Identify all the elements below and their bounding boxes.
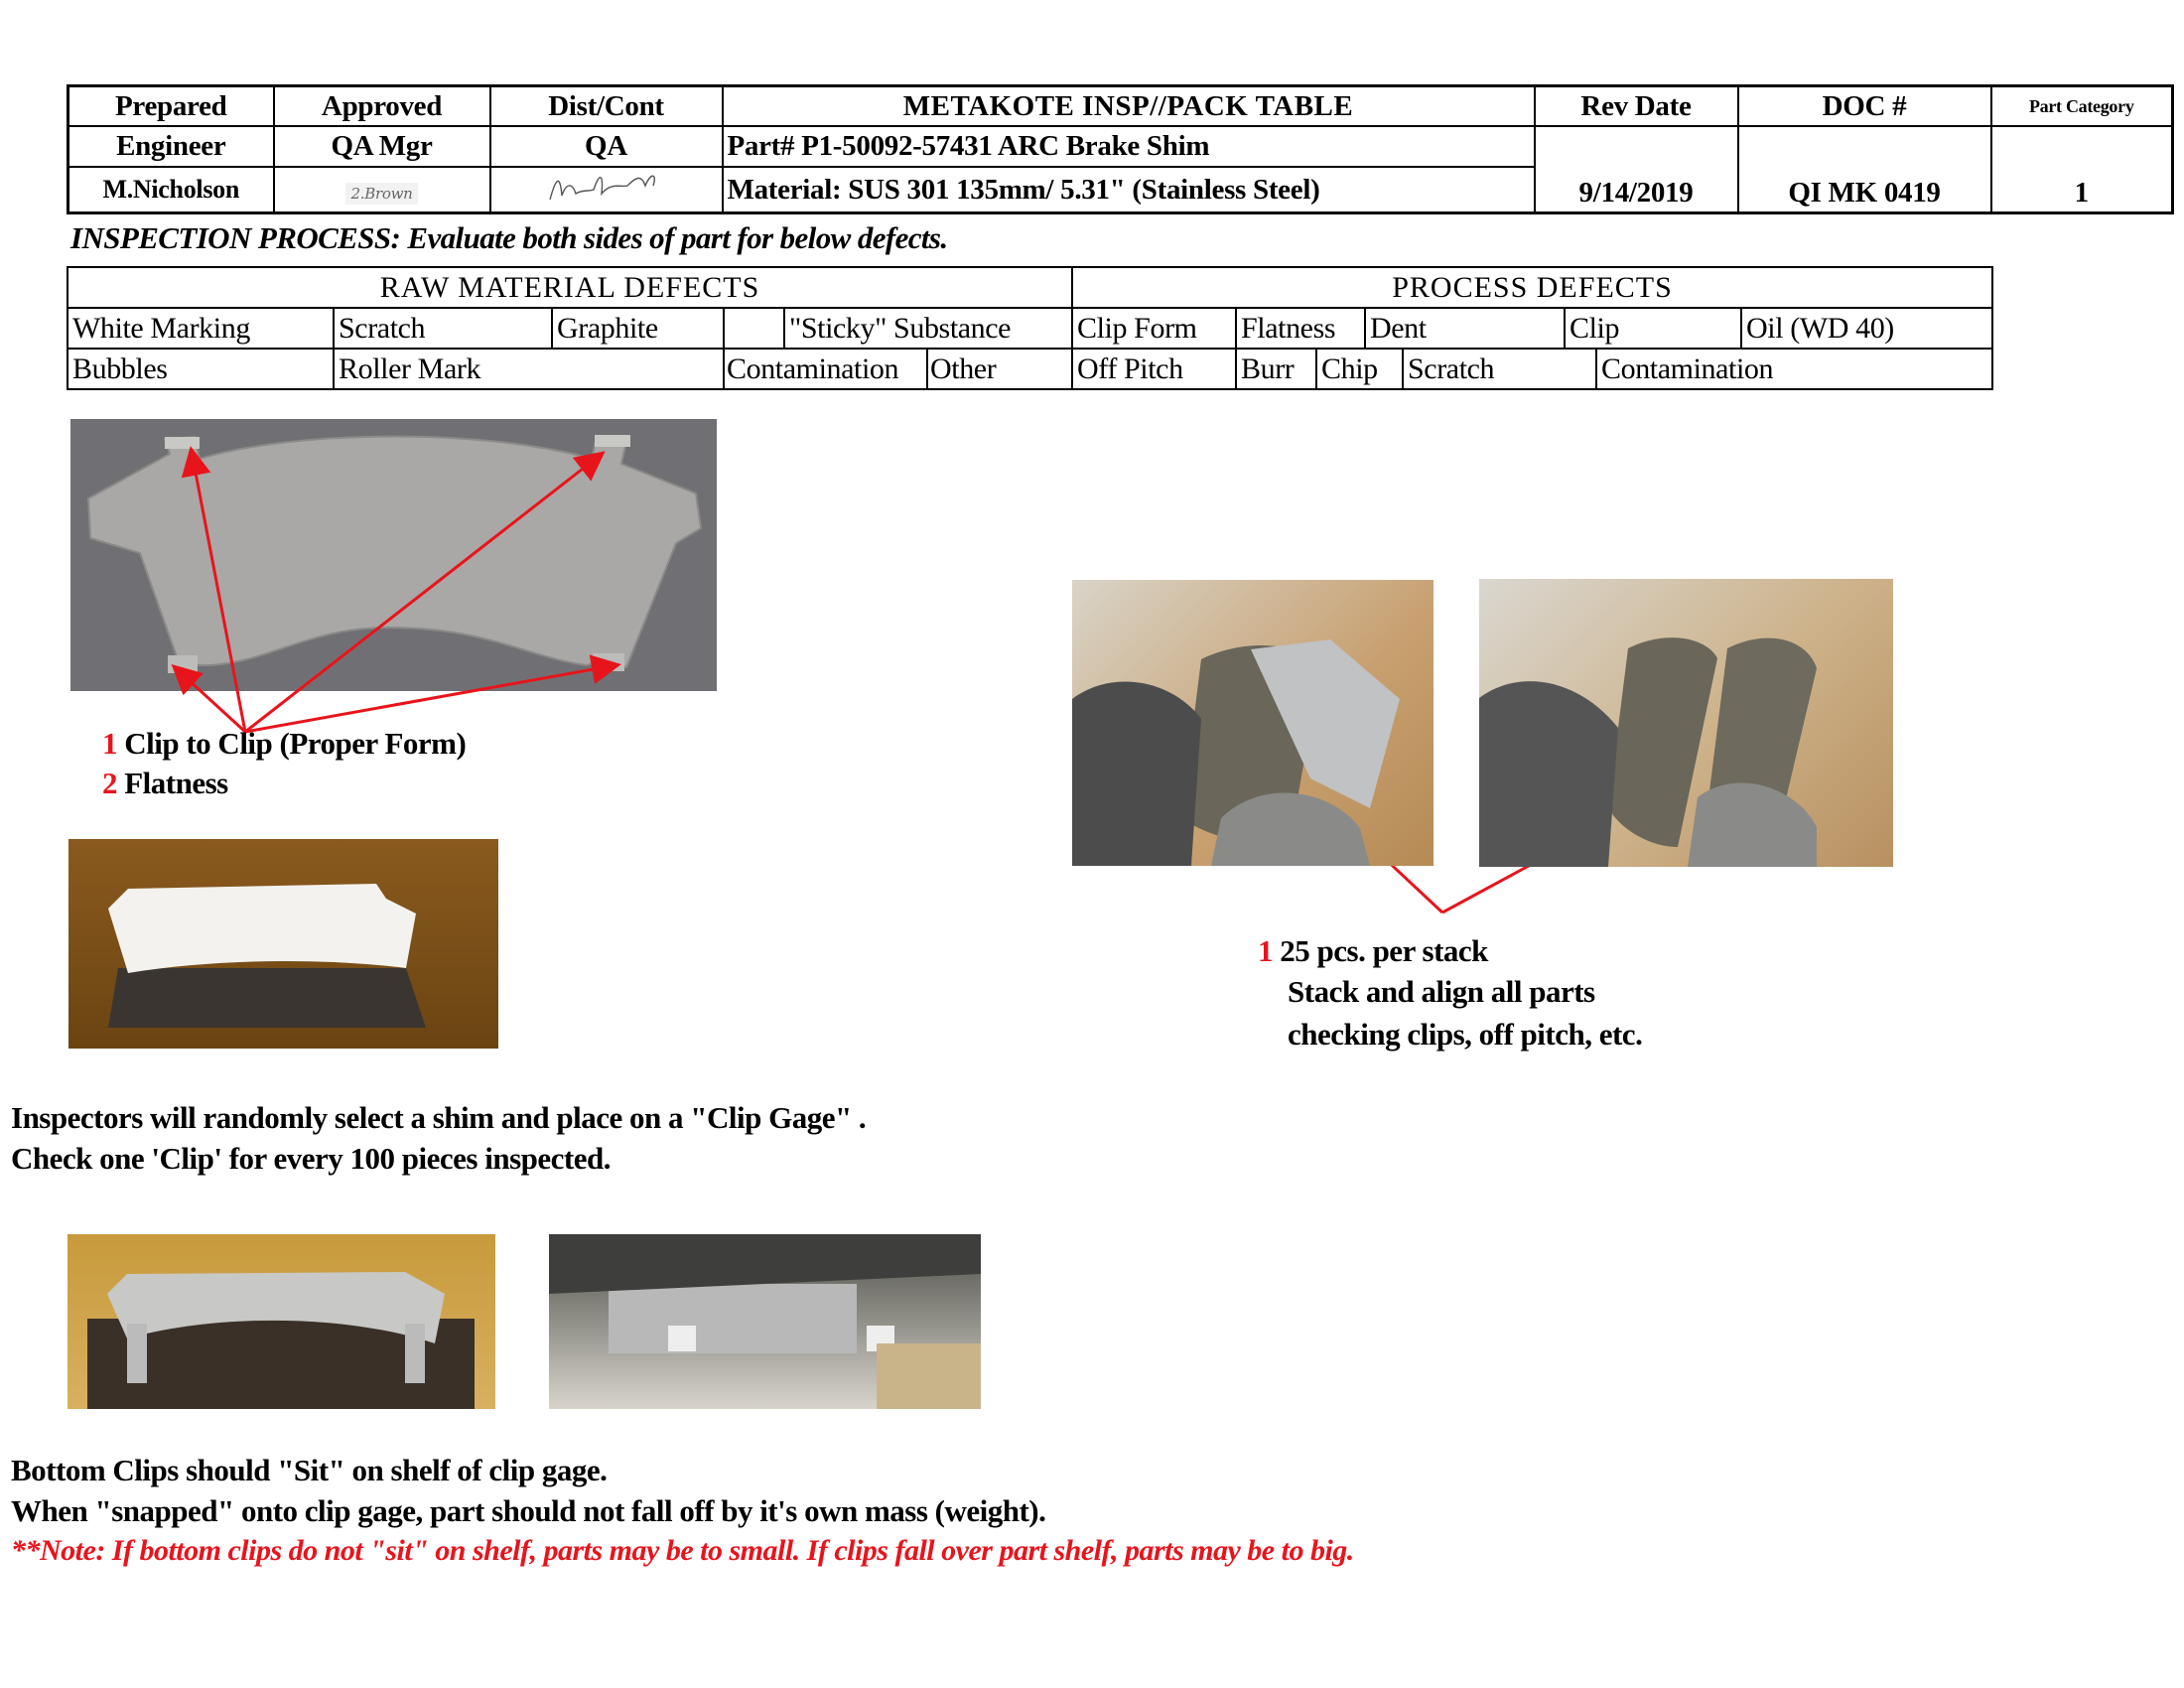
doc-number-label: DOC # [1738, 86, 1991, 127]
defect-cell: Dent [1364, 309, 1564, 348]
size-note: **Note: If bottom clips do not "sit" on shelf, parts may be to small. If clips fall over part shelf, parts may be to big. [11, 1534, 1354, 1567]
approved-label: Approved [274, 86, 490, 127]
raw-material-defects-header: RAW MATERIAL DEFECTS [379, 271, 760, 304]
defect-cell: Contamination [1595, 350, 1991, 388]
defect-cell: Clip Form [1071, 309, 1235, 348]
gage-instruction-1: Inspectors will randomly select a shim and place on a "Clip Gage" . [11, 1100, 867, 1135]
process-defects-header: PROCESS DEFECTS [1071, 268, 1991, 307]
rev-date-label: Rev Date [1535, 86, 1738, 127]
callout-text: 25 pcs. per stack [1280, 933, 1488, 968]
inspection-process-heading: INSPECTION PROCESS: Evaluate both sides of part for below defects. [70, 220, 948, 255]
part-number: Part# P1-50092-57431 ARC Brake Shim [723, 126, 1535, 167]
defect-cell: Bubbles [72, 352, 168, 385]
stack-instruction-1 [1258, 933, 1488, 969]
prepared-role: Engineer [68, 126, 274, 167]
prepared-name: M.Nicholson [68, 167, 274, 213]
callout-number: 1 [102, 726, 117, 761]
defect-cell: Oil (WD 40) [1740, 309, 1991, 348]
callout-number: 2 [102, 766, 117, 800]
clip-arrows [176, 452, 615, 732]
defect-cell: Clip [1564, 309, 1740, 348]
callout-number: 1 [1258, 933, 1273, 968]
hands-with-shims-image [1479, 579, 1893, 867]
material-spec: Material: SUS 301 135mm/ 5.31" (Stainless Steel) [723, 167, 1535, 213]
hands-with-shims-image [1072, 580, 1433, 866]
stack-instruction-2: Stack and align all parts [1288, 974, 1595, 1009]
defect-cell: Off Pitch [1071, 350, 1235, 388]
callout-text: Flatness [124, 766, 228, 800]
dist-cont-label: Dist/Cont [490, 86, 723, 127]
shim-on-gage-image [68, 839, 498, 1049]
defect-cell: Roller Mark [333, 350, 723, 388]
stack-photo-2 [1479, 579, 1893, 867]
shim-on-gage-side-image [68, 1234, 495, 1409]
part-category-label: Part Category [1991, 86, 2173, 127]
approved-role: QA Mgr [274, 126, 490, 167]
shim-on-gage-front-image [549, 1234, 981, 1409]
document-title: METAKOTE INSP//PACK TABLE [723, 86, 1535, 127]
prepared-label: Prepared [68, 86, 274, 127]
defect-cell: Burr [1235, 350, 1315, 388]
clip-gage-photo [68, 839, 498, 1049]
part-category-value: 1 [1991, 126, 2173, 213]
gage-front-photo [549, 1234, 981, 1409]
defect-cell: Scratch [1402, 350, 1595, 388]
defect-cell: White Marking [72, 312, 250, 345]
defect-cell: Graphite [551, 309, 723, 348]
dist-cont-role: QA [490, 126, 723, 167]
rev-date-value: 9/14/2019 [1535, 126, 1738, 213]
defect-cell: Other [926, 350, 1071, 388]
callout-1 [102, 726, 466, 762]
stack-photo-1 [1072, 580, 1433, 866]
bottom-instruction-1: Bottom Clips should "Sit" on shelf of clip gage. [11, 1453, 608, 1487]
callout-text: Clip to Clip (Proper Form) [124, 726, 467, 761]
defect-cell: Scratch [333, 309, 551, 348]
callout-2 [102, 766, 228, 801]
defect-cell: Flatness [1235, 309, 1364, 348]
gage-instruction-2: Check one 'Clip' for every 100 pieces inspected. [11, 1141, 611, 1176]
gage-side-photo [68, 1234, 495, 1409]
stack-instruction-3: checking clips, off pitch, etc. [1288, 1017, 1643, 1052]
defect-cell: Chip [1315, 350, 1402, 388]
defect-cell: "Sticky" Substance [783, 309, 1071, 348]
signature-text: 2.Brown [345, 183, 419, 205]
doc-number-value: QI MK 0419 [1738, 126, 1991, 213]
defect-cell: Contamination [723, 350, 926, 388]
bottom-instruction-2: When "snapped" onto clip gage, part should not fall off by it's own mass (weight). [11, 1493, 1046, 1528]
